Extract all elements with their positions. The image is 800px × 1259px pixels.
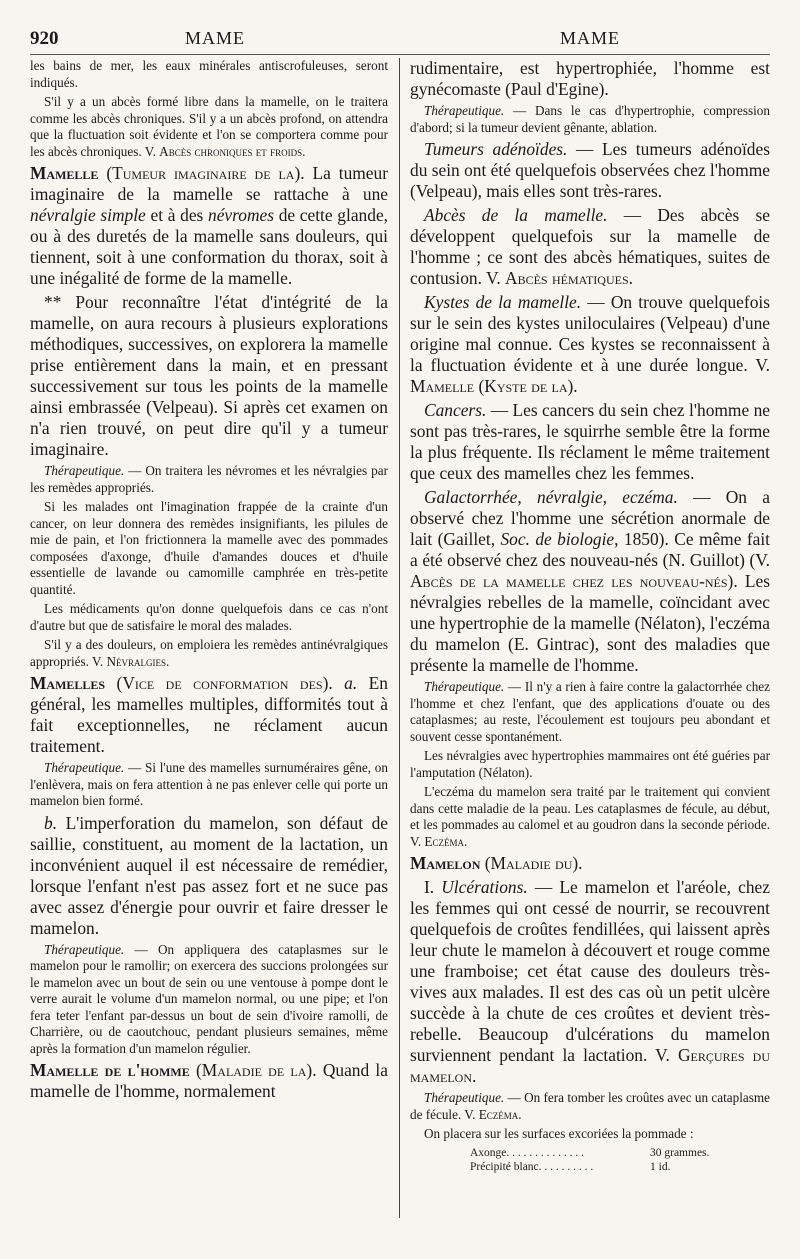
therapeutique-paragraph: Thérapeutique. — On fera tomber les croûtes avec un cataplasme de fécule. V. Eczéma.	[410, 1090, 770, 1122]
paragraph: Abcès de la mamelle. — Des abcès se développent quelquefois sur la mamelle de l'homme ; ce sont des abcès hématiques, suites de contusion. V. Abcès hématiques.	[410, 205, 770, 288]
ingredient-quantity: 30 grammes.	[650, 1146, 710, 1159]
entry-mamelles-vice-conformation: Mamelles (Vice de conformation des). a. En général, les mamelles multiples, difformités tout à fait exceptionnelles, ne réclament aucun traitement.	[30, 673, 388, 756]
therapeutique-paragraph: Thérapeutique. — Dans le cas d'hypertrophie, compression d'abord; si la tumeur devient gênante, ablation.	[410, 103, 770, 135]
paragraph: S'il y a un abcès formé libre dans la mamelle, on le traitera comme les abcès chroniques. S'il y a un abcès profond, on attendra que la fluctuation soit évidente et l'on se comportera comme pour les abcès chroniques. V. Abcès chroniques et froids.	[30, 94, 388, 159]
subheading: Cancers.	[424, 400, 487, 420]
therapeutique-paragraph: Thérapeutique. — Si l'une des mamelles surnuméraires gêne, on l'enlèvera, mais on fera attention à ne pas enlever celle qui porte un mamelon bien formé.	[30, 760, 388, 808]
subheading: Kystes de la mamelle.	[424, 292, 582, 312]
running-header	[30, 28, 770, 55]
paragraph: L'eczéma du mamelon sera traité par le traitement qui convient dans cette maladie de la peau. Les cataplasmes de fécule, au début, et les pommades au calomel et au goudron dans la seconde période. V. Eczéma.	[410, 784, 770, 849]
subheading: Abcès de la mamelle.	[424, 205, 608, 225]
paragraph: Galactorrhée, névralgie, eczéma. — On a observé chez l'homme une sécrétion anormale de lait (Gaillet, Soc. de biologie, 1850). Ce même fait a été observé chez des nouveau-nés (N. Guillot) (V. Abcès de la mamelle chez les nouveau-nés). Les névralgies rebelles de la mamelle, coïncidant avec une hypertrophie de la mamelle (Nélaton), l'eczéma du mamelon (E. Gintrac), sont des maladies que présente la mamelle de l'homme.	[410, 487, 771, 675]
ingredient-quantity: 1 id.	[650, 1160, 671, 1173]
ingredient-name: Précipité blanc. . . . . . . . . .	[470, 1160, 594, 1173]
cross-reference: Abcès chroniques et froids.	[159, 143, 306, 159]
therapeutique-label: Thérapeutique.	[44, 941, 125, 957]
paragraph: ** Pour reconnaître l'état d'intégrité de la mamelle, on aura recours à plusieurs explorations méthodiques, successives, on explorera la mamelle prise entièrement dans la main, et en pressant successivement sur tous les points de la mamelle ainsi embrassée (Velpeau). Si après cet examen on n'a rien trouvé, on peut dire qu'il y a tumeur imaginaire.	[30, 292, 388, 459]
therapeutique-label: Thérapeutique.	[424, 103, 505, 118]
paragraph: S'il y a des douleurs, on emploiera les remèdes antinévralgiques appropriés. V. Névralgies.	[30, 637, 388, 669]
therapeutique-label: Thérapeutique.	[44, 760, 125, 775]
recipe-line	[410, 1146, 770, 1160]
running-title-left: MAME	[185, 28, 246, 48]
cross-reference: Eczéma.	[424, 833, 468, 849]
paragraph: Kystes de la mamelle. — On trouve quelquefois sur le sein des kystes uniloculaires (Velpeau) d'une origine mal connue. Ces kystes se reconnaissent à la fluctuation évidente et à une durée longue. V. Mamelle (Kyste de la).	[410, 292, 770, 396]
paragraph: rudimentaire, est hypertrophiée, l'homme est gynécomaste (Paul d'Egine).	[410, 58, 770, 99]
cross-reference: Eczéma.	[478, 1106, 522, 1122]
subheading: Ulcérations.	[441, 877, 528, 897]
paragraph: b. L'imperforation du mamelon, son défaut de saillie, constituent, au moment de la lactation, un inconvénient auquel il est nécessaire de remédier, lorsque l'enfant n'est pas assez fort et ne suce pas avec assez d'énergie pour ouvrir et faire dresser le mamelon.	[30, 812, 388, 938]
entry-mamelle-de-l-homme: Mamelle de l'homme (Maladie de la). Quand la mamelle de l'homme, normalement	[30, 1060, 388, 1101]
paragraph: Les médicaments qu'on donne quelquefois dans ce cas n'ont d'autre but que de satisfaire le moral des malades.	[30, 601, 388, 633]
therapeutique-label: Thérapeutique.	[424, 1090, 505, 1105]
paragraph: Tumeurs adénoïdes. — Les tumeurs adénoïdes du sein ont été quelquefois observées chez l'homme (Velpeau), mais elles sont très-rares.	[410, 139, 771, 201]
page-number: 920	[30, 28, 59, 49]
running-title-right: MAME	[560, 28, 621, 48]
therapeutique-paragraph: Thérapeutique. — Il n'y a rien à faire contre la galactorrhée chez l'homme et chez l'enfant, que des applications d'ouate ou des cataplasmes; au reste, l'écoulement est toujours peu abondant et souvent cesse spontanément.	[410, 679, 770, 744]
therapeutique-label: Thérapeutique.	[44, 463, 125, 478]
entry-headword: Mamelle	[30, 163, 99, 183]
recipe-line	[410, 1160, 770, 1174]
therapeutique-label: Thérapeutique.	[424, 679, 505, 694]
cross-reference: Abcès de la mamelle chez les nouveau-nés	[410, 571, 728, 591]
paragraph: les bains de mer, les eaux minérales antiscrofuleuses, seront indiqués.	[30, 58, 388, 90]
paragraph: I. Ulcérations. — Le mamelon et l'aréole, chez les femmes qui ont cessé de nourrir, se recouvrent quelquefois de croûtes fendillées, qui laissent après leur chute le mamelon à découvert et rouge comme une framboise; cet état cause des douleurs très-vives aux malades. Il est des cas où un petit ulcère succède à la chute de ces croûtes et devient très-rebelle. Beaucoup d'ulcérations du mamelon surviennent pendant la lactation. V. Gerçures du mamelon.	[410, 877, 770, 1086]
ingredient-name: Axonge. . . . . . . . . . . . . .	[470, 1146, 585, 1159]
entry-headword: Mamelles	[30, 673, 106, 693]
entry-mamelon: Mamelon (Maladie du).	[410, 853, 583, 873]
column-divider	[399, 58, 400, 1218]
right-column	[410, 58, 770, 1174]
entry-headword: Mamelon	[410, 853, 481, 873]
subheading: Galactorrhée, névralgie, eczéma.	[424, 487, 678, 507]
subheading: Tumeurs adénoïdes.	[424, 139, 568, 159]
paragraph: On placera sur les surfaces excoriées la pommade :	[424, 1126, 694, 1141]
cross-reference: Gerçures du mamelon.	[410, 1045, 770, 1086]
therapeutique-paragraph: Thérapeutique. — On traitera les névromes et les névralgies par les remèdes appropriés.	[30, 463, 388, 495]
cross-reference: Névralgies.	[106, 653, 170, 669]
entry-headword: Mamelle de l'homme	[30, 1060, 190, 1080]
paragraph: Les névralgies avec hypertrophies mammaires ont été guéries par l'amputation (Nélaton).	[410, 748, 770, 780]
paragraph: Si les malades ont l'imagination frappée de la crainte d'un cancer, on leur donnera des remèdes insignifiants, les pilules de mie de pain, et l'on frictionnera la mamelle avec des pommades composées d'axonge, d'huile d'amandes douces et d'huile essentielle de lavande ou camomille camphrée en très-petite quantité.	[30, 499, 388, 597]
entry-mamelle-tumeur-imaginaire: Mamelle (Tumeur imaginaire de la). La tumeur imaginaire de la mamelle se rattache à une névralgie simple et à des névromes de cette glande, ou à des duretés de la mamelle sans douleurs, qui tiennent, soit à une conformation du thorax, soit à une inégalité de forme de la mamelle.	[30, 163, 389, 288]
left-column	[30, 58, 388, 1105]
cross-reference: Abcès hématiques.	[505, 268, 633, 288]
cross-reference: Mamelle (Kyste de la).	[410, 376, 578, 396]
therapeutique-paragraph: Thérapeutique. — On appliquera des cataplasmes sur le mamelon pour le ramollir; on exercera des succions prolongées sur le mamelon avec un bout de sein ou une ventouse à pompe dont le verre aurait le volume d'un mamelon normal, ou une pipe; et l'on fera teter l'enfant par-dessus un bout de sein d'ivoire ramolli, de Charrière, ou de caoutchouc, pendant plusieurs semaines, même après la formation d'un mamelon régulier.	[30, 941, 388, 1056]
paragraph: Cancers. — Les cancers du sein chez l'homme ne sont pas très-rares, le squirrhe semble être la forme la plus fréquente. Ils réclament le même traitement que ceux des mamelles chez les femmes.	[410, 400, 770, 483]
